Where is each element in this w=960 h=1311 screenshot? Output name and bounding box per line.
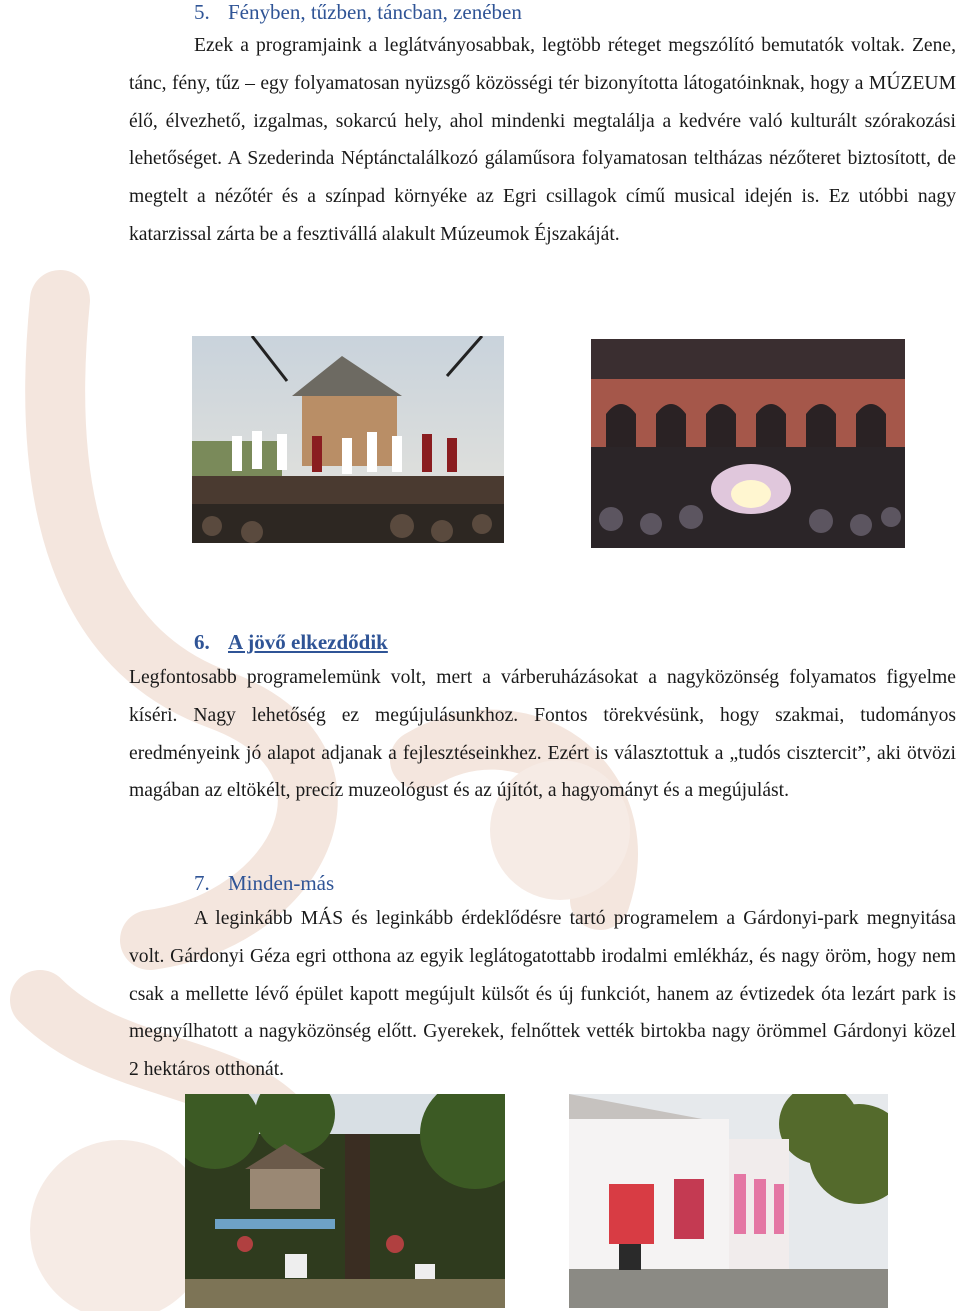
section-5-paragraph: Ezek a programjaink a leglátványosabbak, legtöbb réteget megszólító bemutatók voltak. Zene, tánc, fény, tűz – egy folyamatosan nyüzsgő közösségi tér bizonyította látogatóinknak, hogy a MÚZEUM élő, élvezhető, izgalmas, sokarcú hely, ahol mindenki megtalálja a kedvére való kulturált szórakozási lehetőséget. A Szederinda Néptánctalálkozó gálaműsora folyamatosan teltházas nézőteret biztosított, de megtelt a nézőtér és a színpad környéke az Egri csillagok című musical idején is. Ez utóbbi nagy katarzissal zárta be a fesztivállá alakult Múzeumok Éjszakáját. (129, 35, 956, 245)
photo-folk-dance-stage (192, 336, 504, 543)
section-5-title: Fényben, tűzben, táncban, zenében (228, 0, 522, 24)
photo-gardonyi-park (185, 1094, 505, 1308)
section-7-number: 7. (194, 871, 210, 895)
section-5-number: 5. (194, 0, 210, 24)
section-7-paragraph: A leginkább MÁS és leginkább érdeklődésre tartó programelem a Gárdonyi-park megnyitása volt. Gárdonyi Géza egri otthona az egyik leglátogatottabb irodalmi emlékház, és nagy öröm, hogy nem csak a mellette lévő épület kapott megújult külsőt és új funkciót, hanem az évtizedek óta lezárt park is megnyílhatott a nagyközönség előtt. Gyerekek, felnőttek vették birtokba nagy örömmel Gárdonyi közel 2 hektáros otthonát. (129, 908, 956, 1081)
section-7-title: Minden-más (228, 871, 335, 895)
section-5-heading (194, 0, 522, 24)
section-6-heading (194, 630, 388, 654)
section-6-paragraph: Legfontosabb programelemünk volt, mert a várberuházásokat a nagyközönség folyamatos figyelme kíséri. Nagy lehetőség ez megújulásunkhoz. Fontos törekvésünk, hogy szakmai, tudományos eredményeink jó alapot adjanak a fejlesztéseinkhez. Ezért is választottuk a „tudós cisztercit”, aki ötvözi magában az eltökélt, precíz muzeológust és az újítót, a hagyományt és a megújulást. (129, 667, 956, 802)
photo-illuminated-building (569, 1094, 888, 1308)
section-7-heading (194, 871, 334, 895)
section-6-title: A jövő elkezdődik (228, 630, 388, 654)
section-6-number: 6. (194, 630, 210, 654)
photo-courtyard-fire (591, 339, 905, 548)
